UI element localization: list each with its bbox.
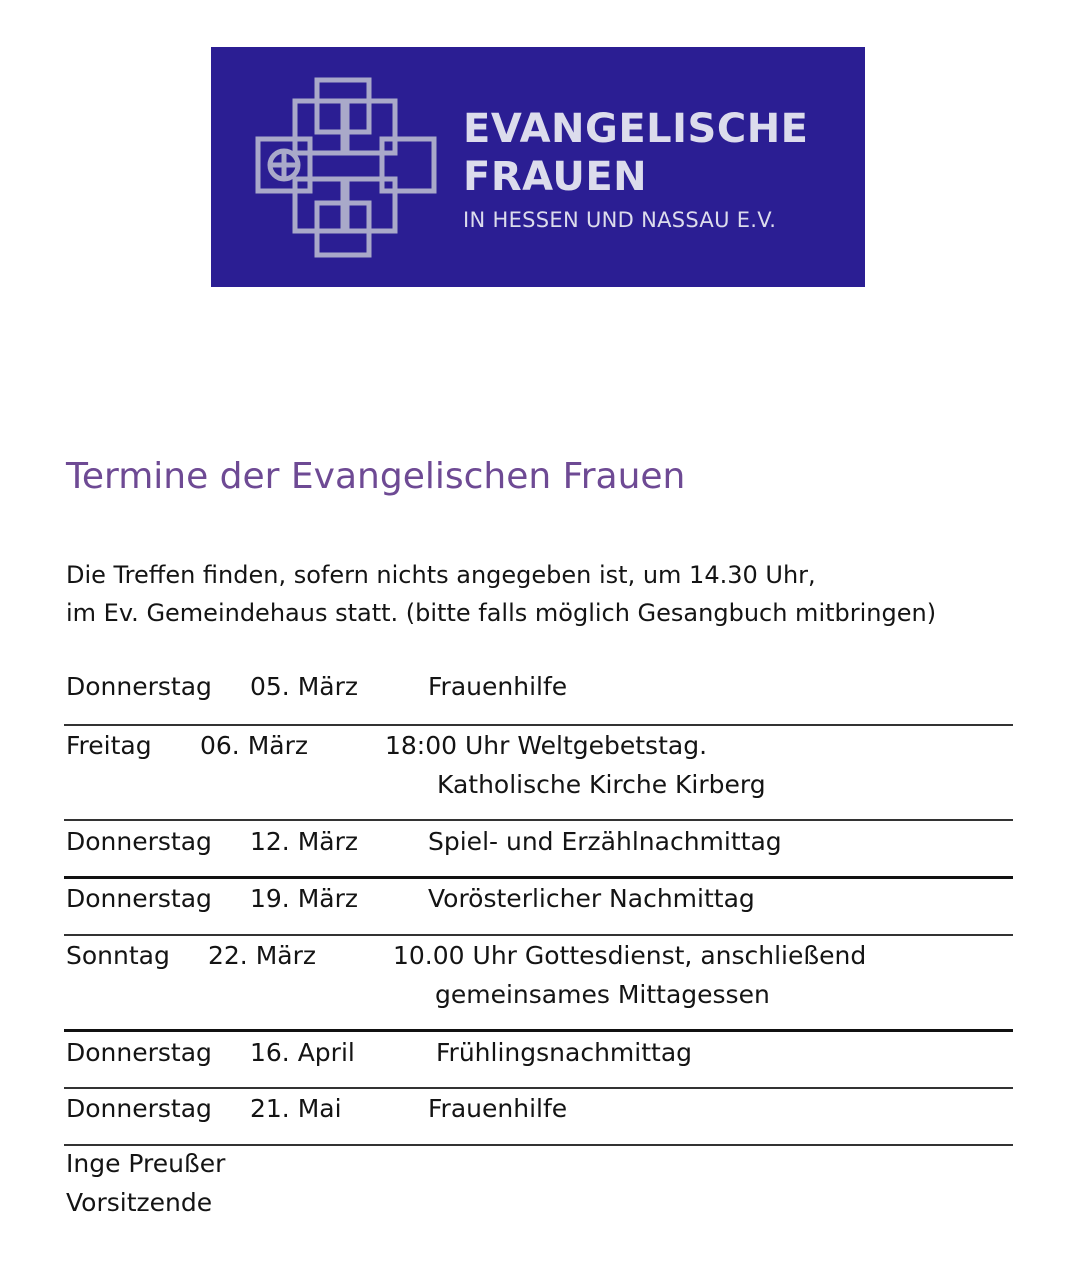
cross-logo-icon bbox=[255, 77, 437, 259]
schedule-event: Frauenhilfe bbox=[428, 672, 568, 701]
schedule-event: 18:00 Uhr Weltgebetstag. bbox=[385, 731, 708, 760]
schedule-row bbox=[64, 821, 1013, 879]
schedule-row bbox=[64, 936, 1013, 1032]
intro-line-1: Die Treffen finden, sofern nichts angegeben ist, um 14.30 Uhr, bbox=[66, 561, 816, 589]
schedule-day: Donnerstag bbox=[66, 884, 212, 913]
schedule-event: 10.00 Uhr Gottesdienst, anschließend bbox=[393, 941, 867, 970]
schedule-date: 05. März bbox=[250, 672, 358, 701]
schedule-day: Donnerstag bbox=[66, 1094, 212, 1123]
schedule-day: Donnerstag bbox=[66, 827, 212, 856]
schedule-date: 16. April bbox=[250, 1038, 355, 1067]
schedule-date: 12. März bbox=[250, 827, 358, 856]
signature-name: Inge Preußer bbox=[66, 1149, 226, 1178]
logo-banner bbox=[211, 47, 865, 287]
schedule-event: Spiel- und Erzählnachmittag bbox=[428, 827, 782, 856]
schedule-date: 06. März bbox=[200, 731, 308, 760]
schedule-event: Vorösterlicher Nachmittag bbox=[428, 884, 755, 913]
schedule-date: 21. Mai bbox=[250, 1094, 342, 1123]
logo-title-line-1: EVANGELISCHE bbox=[463, 106, 809, 152]
schedule-row bbox=[64, 1032, 1013, 1089]
schedule-event: Frühlingsnachmittag bbox=[436, 1038, 693, 1067]
schedule-date: 22. März bbox=[208, 941, 316, 970]
schedule-date: 19. März bbox=[250, 884, 358, 913]
schedule-day: Donnerstag bbox=[66, 1038, 212, 1067]
schedule-event-detail: Katholische Kirche Kirberg bbox=[437, 770, 766, 799]
signature bbox=[66, 1144, 225, 1222]
signature-role: Vorsitzende bbox=[66, 1188, 213, 1217]
schedule-list bbox=[64, 668, 1013, 1146]
schedule-row bbox=[64, 726, 1013, 821]
schedule-row bbox=[64, 668, 1013, 726]
schedule-row bbox=[64, 879, 1013, 936]
schedule-day: Sonntag bbox=[66, 941, 170, 970]
schedule-event-detail: gemeinsames Mittagessen bbox=[435, 980, 770, 1009]
schedule-event: Frauenhilfe bbox=[428, 1094, 568, 1123]
schedule-day: Freitag bbox=[66, 731, 152, 760]
intro-line-2: im Ev. Gemeindehaus statt. (bitte falls möglich Gesangbuch mitbringen) bbox=[66, 599, 937, 627]
logo-title-line-2: FRAUEN bbox=[463, 154, 648, 200]
page-title: Termine der Evangelischen Frauen bbox=[66, 456, 686, 497]
logo-wordmark bbox=[463, 105, 809, 233]
intro-text bbox=[66, 556, 936, 632]
logo-subtitle: IN HESSEN UND NASSAU E.V. bbox=[463, 208, 777, 232]
schedule-day: Donnerstag bbox=[66, 672, 212, 701]
schedule-row bbox=[64, 1089, 1013, 1146]
